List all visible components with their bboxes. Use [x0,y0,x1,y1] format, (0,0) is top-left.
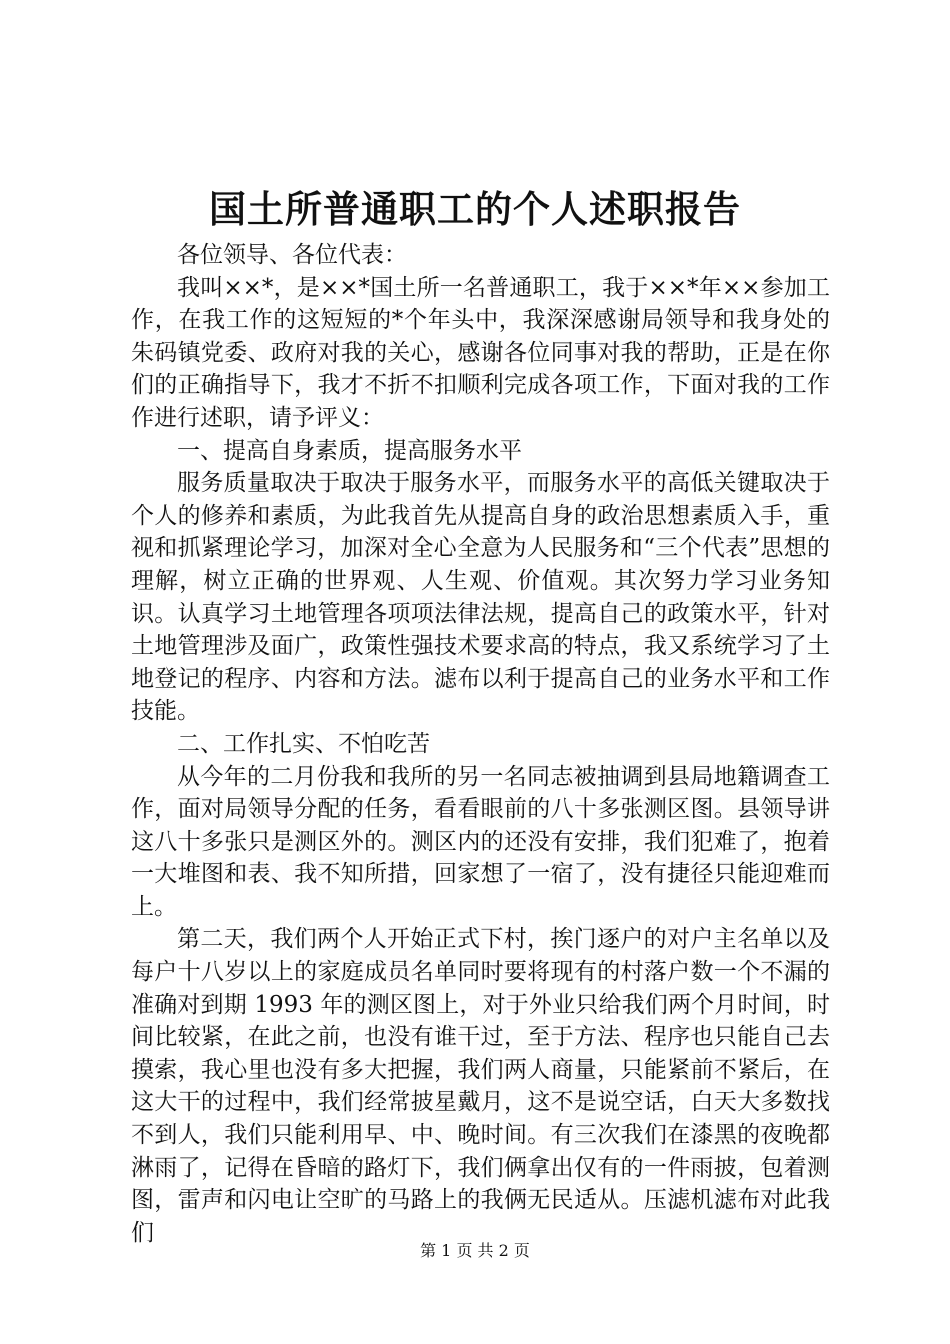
document-body [131,239,830,1249]
section-2-paragraph-2: 第二天，我们两个人开始正式下村，挨门逐户的对户主名单以及每户十八岁以上的家庭成员名单同时要将现有的村落户数一个不漏的准确对到期 1993 年的测区图上，对于外业只给我们两个月时间，时间比较紧，在此之前，也没有谁干过，至于方法、程序也只能自己去摸索，我心里也没有多大把握，我们两人商量，只能紧前不紧后，在这大干的过程中，我们经常披星戴月，这不是说空话，白天大多数找不到人，我们只能利用早、中、晚时间。有三次我们在漆黑的夜晚都淋雨了，记得在昏暗的路灯下，我们俩拿出仅有的一件雨披，包着测图，雷声和闪电让空旷的马路上的我俩无民适从。压滤机滤布对此我们 [131,926,830,1246]
section-heading-1: 一、提高自身素质，提高服务水平 [177,437,522,464]
intro-paragraph: 我叫××*，是××*国土所一名普通职工，我于××*年××参加工作，在我工作的这短短的*个年头中，我深深感谢局领导和我身处的朱码镇党委、政府对我的关心，感谢各位同事对我的帮助，正是在你们的正确指导下，我才不折不扣顺利完成各项工作，下面对我的工作作进行述职，请予评义： [131,274,830,431]
document-title: 国土所普通职工的个人述职报告 [209,187,741,231]
section-1-paragraph: 服务质量取决于取决于服务水平，而服务水平的高低关键取决于个人的修养和素质，为此我首先从提高自身的政治思想素质入手，重视和抓紧理论学习，加深对全心全意为人民服务和“三个代表”思想的理解，树立正确的世界观、人生观、价值观。其次努力学习业务知识。认真学习土地管理各项项法律法规，提高自己的政策水平，针对土地管理涉及面广，政策性强技术要求高的特点，我又系统学习了土地登记的程序、内容和方法。滤布以利于提高自己的业务水平和工作技能。 [131,470,830,725]
salutation-paragraph: 各位领导、各位代表： [177,242,407,268]
page-footer: 第 1 页 共 2 页 [420,1241,530,1260]
section-heading-2: 二、工作扎实、不怕吃苦 [177,730,430,757]
section-2-paragraph-1: 从今年的二月份我和我所的另一名同志被抽调到县局地籍调查工作，面对局领导分配的任务，看看眼前的八十多张测区图。县领导讲这八十多张只是测区外的。测区内的还没有安排，我们犯难了，抱着一大堆图和表、我不知所措，回家想了一宿了，没有捷径只能迎难而上。 [131,763,830,920]
